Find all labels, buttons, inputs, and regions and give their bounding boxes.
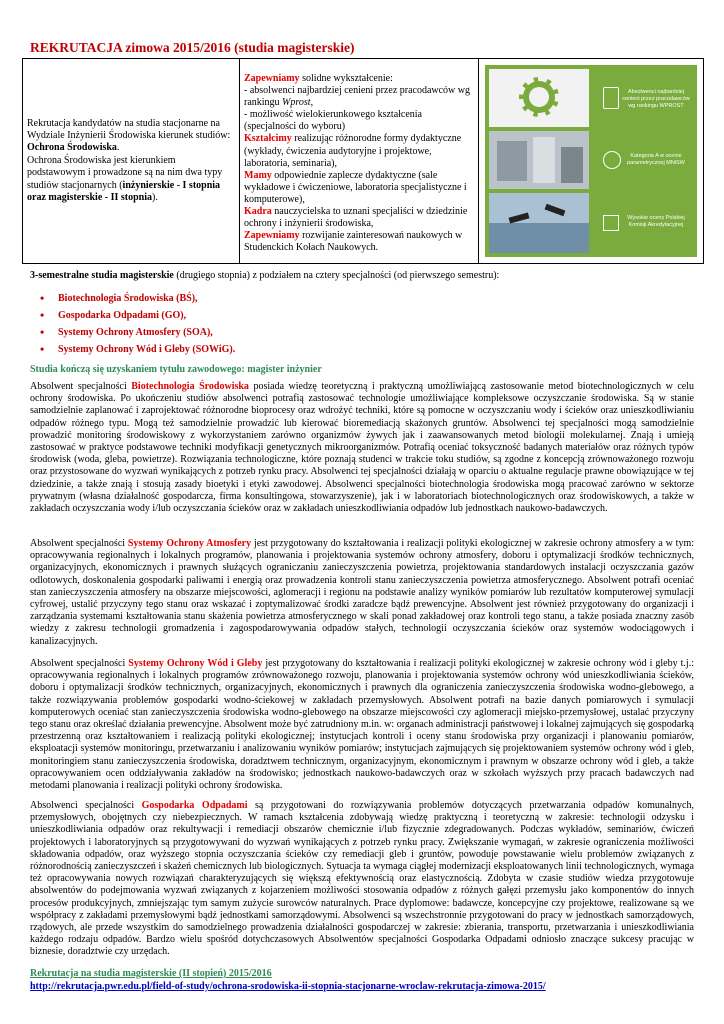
keyword: Mamy xyxy=(244,169,272,181)
desc-text-2: Ochrona Środowiska jest kierunkiem podstawowym i prowadzone są na nim dwa typy studiów stacjonarnych ( xyxy=(27,154,223,191)
specialty-item: • Biotechnologia Środowiska (BŚ), xyxy=(58,290,698,307)
desc-text: Rekrutacja kandydatów na studia stacjonarne na Wydziale Inżynierii Środowiska kierunek studiów: xyxy=(27,117,231,141)
offer-punct: , xyxy=(310,97,314,109)
ranking-name: Wprost xyxy=(282,97,311,109)
specialties-list xyxy=(30,290,698,358)
graduation-image xyxy=(489,193,589,253)
offer-text: - absolwenci najbardziej cenieni przez pracodawców wg rankingu xyxy=(244,85,471,109)
specialty-name: Systemy Ochrony Atmosfery xyxy=(127,538,252,549)
banner-panel-1 xyxy=(593,69,693,127)
offer-text: odpowiednie zaplecze dydaktyczne (sale wykładowe i ćwiczeniowe, laboratoria specjalistyczne i komputerowe), xyxy=(244,169,467,205)
graduation-title: Studia kończą się uzyskaniem tytułu zawodowego: magister inżynier xyxy=(30,364,322,375)
para-text: posiada wiedzę teoretyczną i praktyczną umożliwiającą zastosowanie metod biotechnologicznych w celu ochrony środowiska. Po ukończeniu studiów absolwenci potrafią zastosować technologie umożliwiające kompleksowe oczyszczanie środowiska. Są w stanie samodzielnie zaplanować i zaprojektować różnorodne bioprocesy oraz wdrożyć techniki, które są pomocne w oczyszczaniu wody i ścieków oraz unieszkodliwianiu odpadów różnego typu. Mogą też samodzielnie prowadzić lub kierować bioremediacją skażonych gruntów. Absolwenci tej specjalności mogą samodzielnie prowadzić monitoring środowiskowy z wykorzystaniem zarówno organizmów żywych jak i zaawansowanych metod biologii molekularnej. Znają i umieją zastosować w praktyce podstawowe techniki modyfikacji genetycznych mikroorganizmów. Potrafią oceniać toksyczność badanych materiałów oraz różnych typów środowisk (woda, gleba, powietrze). Rozwiązania technologiczne, które poznają studenci w trakcie toku studiów, są zgodne z koncepcją zrównoważonego rozwoju oraz przystosowane do wyzwań wynikających z potrzeb rynku pracy. Absolwenci tej specjalności działają w oparciu o aktualne regulacje prawne obowiązujące w tej dziedzinie, a także znają i stosują zasady bioetyki i etyki zawodowej. Absolwenci specjalności biotechnologia środowiska mogą pracować zarówno w sektorze prywatnym (własna działalność gospodarcza, firma konsultingowa, stowarzyszenie), jak i w laboratoriach biotechnologicznych oraz środowiskowych, a także w zakładach oczyszczania wody i/lub oczyszczania ścieków oraz w zakładach unieszkodliwiania odpadów lub jednostkach naukowo-badawczych. xyxy=(30,381,695,515)
intro-text: (drugiego stopnia) z podziałem na cztery specjalności (od pierwszego semestru): xyxy=(173,270,500,281)
banner-text-3: Wysokie oceny Polskiej Komisji Akredytacyjnej xyxy=(627,215,685,228)
para-text: są przygotowani do rozwiązywania problemów dotyczących przetwarzania odpadów komunalnych, przemysłowych, obojętnych czy niebezpiecznych. W ramach kształcenia zdobywają wiedzę praktyczną i teoretyczną w zakresie: technologii odzysku i unieszkodliwiania odpadów oraz rekultywacji i remediacji obszarów chemicznie i/lub fizycznie zdegradowanych. Podczas wykładów, seminariów, ćwiczeń projektowych i laboratoryjnych są przygotowywani do wyzwań wynikających z potrzeb rynku pracy. Zwiększanie wymagań, w zakresie ograniczenia możliwości składowania odpadów, oraz wyższego stopnia oczyszczania ścieków czy remediacji gleb i gruntów, powoduje powstawanie wielu problemów związanych z różnorodnością zanieczyszczeń i skażeń chemicznych lub biologicznych. Sytuacja ta wymaga ciągłej modernizacji eksploatowanych linii technologicznych, wymaga też opracowywania nowych rozwiązań charakteryzujących się większą efektywnością oraz elastycznością. Zdobyta w czasie studiów wiedza przygotowuje absolwentów do podejmowania wyzwań związanych z kojarzeniem możliwości stosowania odpadów z różnych gałęzi przemysłu jako komponentów do innych procesów produkcyjnych, zmniejszając tym samym zużycie surowców naturalnych. Prace dyplomowe: badawcze, koncepcyjne czy projektowe, realizowane są we współpracy z zakładami przemysłowymi bądź jednostkami samorządowymi. Absolwenci są wszechstronnie przygotowani do pracy w jednostkach samorządowych, rządowych, ale przede wszystkim do samodzielnego prowadzenia działalności gospodarczej w zakresie: zbierania, transportu, przetwarzania i unieszkodliwiania każdego rodzaju odpadów. Bardzo wielu spośród dotychczasowych Absolwentów specjalności Gospodarka Odpadami odniosło znaczące sukcesy pracując w biznesie, doradztwie czy urzędach. xyxy=(30,800,694,958)
gear-hub-icon xyxy=(529,87,549,107)
specialty-name: Systemy Ochrony Wód i Gleby xyxy=(128,658,263,669)
recruitment-description-cell xyxy=(23,59,240,264)
offer-cell xyxy=(240,59,479,264)
specialty-item: • Systemy Ochrony Atmosfery (SOA), xyxy=(58,324,698,341)
sky-shape xyxy=(489,193,589,223)
banner-text-2: Kategoria A w ocenie parametrycznej MNiSW xyxy=(627,153,685,166)
desc-punct: . xyxy=(116,142,120,154)
banner-text-1: Absolwenci najbardziej cenieni przez pracodawców wg rankingu WPROST xyxy=(622,89,690,109)
promo-banner xyxy=(485,65,697,257)
info-table xyxy=(22,58,704,264)
links xyxy=(30,968,546,993)
keyword: Kadra xyxy=(244,206,272,218)
para-text: Absolwent specjalności xyxy=(30,538,128,549)
lab-equipment-icon xyxy=(497,141,527,181)
para-text: Absolwenci specjalności xyxy=(30,800,142,811)
page-title: REKRUTACJA zimowa 2015/2016 (studia magisterskie) xyxy=(30,40,355,55)
specialty-item: • Gospodarka Odpadami (GO), xyxy=(58,307,698,324)
award-icon xyxy=(603,87,619,109)
keyword: Zapewniamy xyxy=(244,73,300,84)
gear-image xyxy=(489,69,589,127)
offer-text: - możliwość wielokierunkowego kształcenia (specjalności do wyboru) xyxy=(244,109,422,133)
paragraph-sowig xyxy=(30,658,694,792)
banner-panel-3 xyxy=(593,193,693,253)
accreditation-icon xyxy=(603,215,619,231)
specialty-item: • Systemy Ochrony Wód i Gleby (SOWiG). xyxy=(58,341,698,358)
recruitment-url-link[interactable]: http://rekrutacja.pwr.edu.pl/field-of-study/ochrona-srodowiska-ii-stopnia-stacjonarne-wroclaw-rekrutacja-zimowa-2015/ xyxy=(30,980,546,992)
study-intro xyxy=(30,270,499,281)
study-types: inżynierskie - I stopnia oraz magisterskie - II stopnia xyxy=(27,179,221,204)
specialty-name: Gospodarka Odpadami xyxy=(141,800,248,811)
keyword: Kształcimy xyxy=(244,133,292,145)
paragraph-soa xyxy=(30,538,694,648)
offer-text: solidne wykształcenie: xyxy=(299,73,393,84)
para-text: jest przygotowany do kształtowania i realizacji polityki ekologicznej w zakresie ochrony atmosfery a w tym: opracowywania regionalnych i lokalnych programów, planowania i projektowania systemów ochrony atmosfery, doboru i optymalizacji środków technicznych, organizacyjnych, ekonomicznych i prawnych służących ograniczaniu zanieczyszczenia powietrza, projektowania standardowych instalacji oczyszczania gazów odlotowych, doskonalenia gospodarki paliwami i energią oraz prowadzenia kontroli stanu zanieczyszczenia powietrza atmosferycznego. Absolwent potrafi oceniać stan zanieczyszczenia atmosfery na obszarze miejscowości, aglomeracji i regionu na podstawie analizy wyników pomiarów lub rezultatów komputerowej symulacji cyfrowej, ustalić przyczyny tego stanu oraz wskazać i zoptymalizować środki zaradcze bądź prewencyjne. Absolwent jest również przygotowany do organizacji i zarządzania systemami kształtowania stanu skażenia powietrza atmosferycznego w skali ponad zakładowej oraz kontroli tego stanu, a także posiada znaczny zasób wiedzy z zakresu technologii gromadzenia i zagospodarowywania odpadów stałych, technologii oczyszczania ścieków oraz systemów wodociągowych i kanalizacyjnych. xyxy=(30,538,695,647)
lab-cabinet-icon xyxy=(561,147,583,183)
banner-panel-2 xyxy=(593,131,693,189)
desc-punct-2: ). xyxy=(152,192,158,204)
specialty-name: Biotechnologia Środowiska xyxy=(131,381,249,392)
banner-cell xyxy=(479,59,704,264)
offer-text: rozwijanie zainteresowań naukowych w Studenckich Kołach Naukowych. xyxy=(244,230,463,254)
lab-column-icon xyxy=(533,137,555,183)
para-text: jest przygotowany do kształtowania i realizacji polityki ekologicznej w zakresie ochrony wód i gleby t.j.: opracowywania regionalnych i lokalnych programów zrównoważonego rozwoju, planowania i projektowania systemów ochrony wód unieszkodliwiania ścieków, doboru i optymalizacji środków technicznych, organizacyjnych, ekonomicznych i prawnych dla ograniczenia zanieczyszczenia środowiska wodno-glebowego, a także rozwiązywania problemów gospodarki wodno-ściekowej w zakładach przemysłowych. Absolwent potrafi na bazie danych pomiarowych i symulacji komputerowych oceniać stan zanieczyszczenia środowiska wodno-glebowego na obszarze miejscowości czy aglomeracji miejsko-przemysłowej, ustalać przyczyny tego stanu oraz określać działania prewencyjne. Absolwent może być zatrudniony m.in. w: organach administracji państwowej i lokalnej zajmujących się gospodarką przestrzenną oraz kształtowaniem i realizacją polityki ekologicznej; instytucjach kontroli i oceny stanu środowiska przy organizacji i planowaniu pomiarów, eksploatacji systemów monitoringu, przetwarzaniu i analizowaniu wyników pomiarów; instytucjach zajmujących się projektowaniem systemów ochrony wód i gleb, monitoringiem stanu zanieczyszczenia środowiska, doradztwem technicznym, organizacyjnym, ekonomicznym i prawnym w obszarze ochrony wód i gleb, a także opracowywaniem ocen oddziaływania zakładów na środowisko; jednostkach naukowo-badawczych oraz w szkołach wyższych przy pracach badawczych nad metodami planowania i realizacji polityki ochrony środowiska. xyxy=(30,658,694,792)
para-text: Absolwent specjalności xyxy=(30,658,129,669)
paragraph-bs xyxy=(30,381,694,515)
paragraph-go xyxy=(30,800,694,959)
lab-image xyxy=(489,131,589,189)
offer-text: nauczycielska to uznani specjaliści w dziedzinie ochrony i inżynierii środowiska, xyxy=(244,206,468,230)
para-text: Absolwent specjalności xyxy=(30,381,132,392)
intro-bold: 3-semestralne studia magisterskie xyxy=(30,270,174,281)
field-name: Ochrona Środowiska xyxy=(27,142,117,154)
keyword: Zapewniamy xyxy=(244,230,300,242)
offer-text: realizując różnorodne formy dydaktyczne (wykłady, ćwiczenia audytoryjne i projektowe, laboratoria, seminaria), xyxy=(244,133,462,169)
category-icon xyxy=(603,151,621,169)
recruitment-link[interactable]: Rekrutacja na studia magisterskie (II stopień) 2015/2016 xyxy=(30,968,272,979)
